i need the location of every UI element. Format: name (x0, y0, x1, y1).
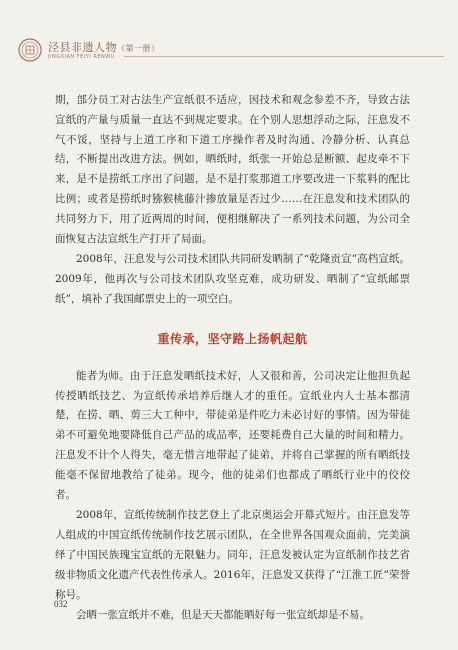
paragraph: 2008年，汪息发与公司技术团队共同研发晒制了“乾隆贡宣”高档宣纸。2009年，他再次与公司技术团队攻坚克难，成功研发、晒制了“宣纸邮票纸”，填补了我国邮票史上的一项空白。 (55, 253, 410, 305)
paragraph-continued: 期，部分员工对古法生产宣纸很不适应，因技术和观念参差不齐，导致古法宣纸的产量与质量一直达不到规定要求。在个别人思想浮动之际，汪息发不气不馁，坚持与上道工序和下道工序操作者及时沟通、冷静分析、认真总结，不断提出改进方法。例如，晒纸时，纸张一开始总是断额、起皮牵不下来，是不是捞纸工序出了问题，是不是打浆那道工序要改进一下浆料的配比比例；或者是捞纸时猕猴桃藤汁掺放量是否过少……在汪息发和技术团队的共同努力下，用了近两周的时间，便相继解决了一系列技术问题，为公司全面恢复古法宣纸生产打开了局面。 (55, 94, 410, 245)
volume-label: （第一册） (117, 44, 160, 53)
book-title-pinyin: JINGXIAN FEIYI RENWU (48, 54, 115, 60)
header-rule (124, 56, 444, 57)
paragraph: 能者为师。由于汪息发晒纸技术好，人又很和善，公司决定让他担负起传授晒纸技艺、为宣纸传承培养后继人才的重任。宣纸业内人士基本都清楚，在捞、晒、剪三大工种中，带徒弟是件吃力未必讨好的事情。因为带徒弟不可避免地要降低自己产品的成品率，还要耗费自己大量的时间和精力。汪息发不计个人得失，毫无惜言地带起了徒弟，并将自己掌握的所有晒纸技能毫不保留地教给了徒弟。现今，他的徒弟们也都成了晒纸行业中的佼佼者。 (55, 369, 410, 501)
running-header (14, 36, 454, 68)
page-body (55, 91, 410, 626)
page-number: 032 (54, 599, 68, 609)
seal-logo-icon (18, 38, 42, 62)
section-heading: 重传承，坚守路上扬帆起航 (157, 331, 308, 346)
paragraph: 会晒一张宣纸并不难，但是天天都能晒好每一张宣纸却是不易。 (76, 609, 370, 622)
paragraph: 2008年，宣纸传统制作技艺登上了北京奥运会开幕式短片。由汪息发等人组成的中国宣纸传统制作技艺展示团队，在全世界各国观众面前，完美演绎了中国民族瑰宝宣纸的无限魅力。同年，汪息发被认定为宣纸制作技艺省级非物质文化遗产代表性传承人。2016年，汪息发又获得了“江淮工匠”荣誉称号。 (55, 509, 410, 601)
book-title (48, 39, 160, 55)
book-title-text: 泾县非遗人物 (48, 41, 117, 54)
